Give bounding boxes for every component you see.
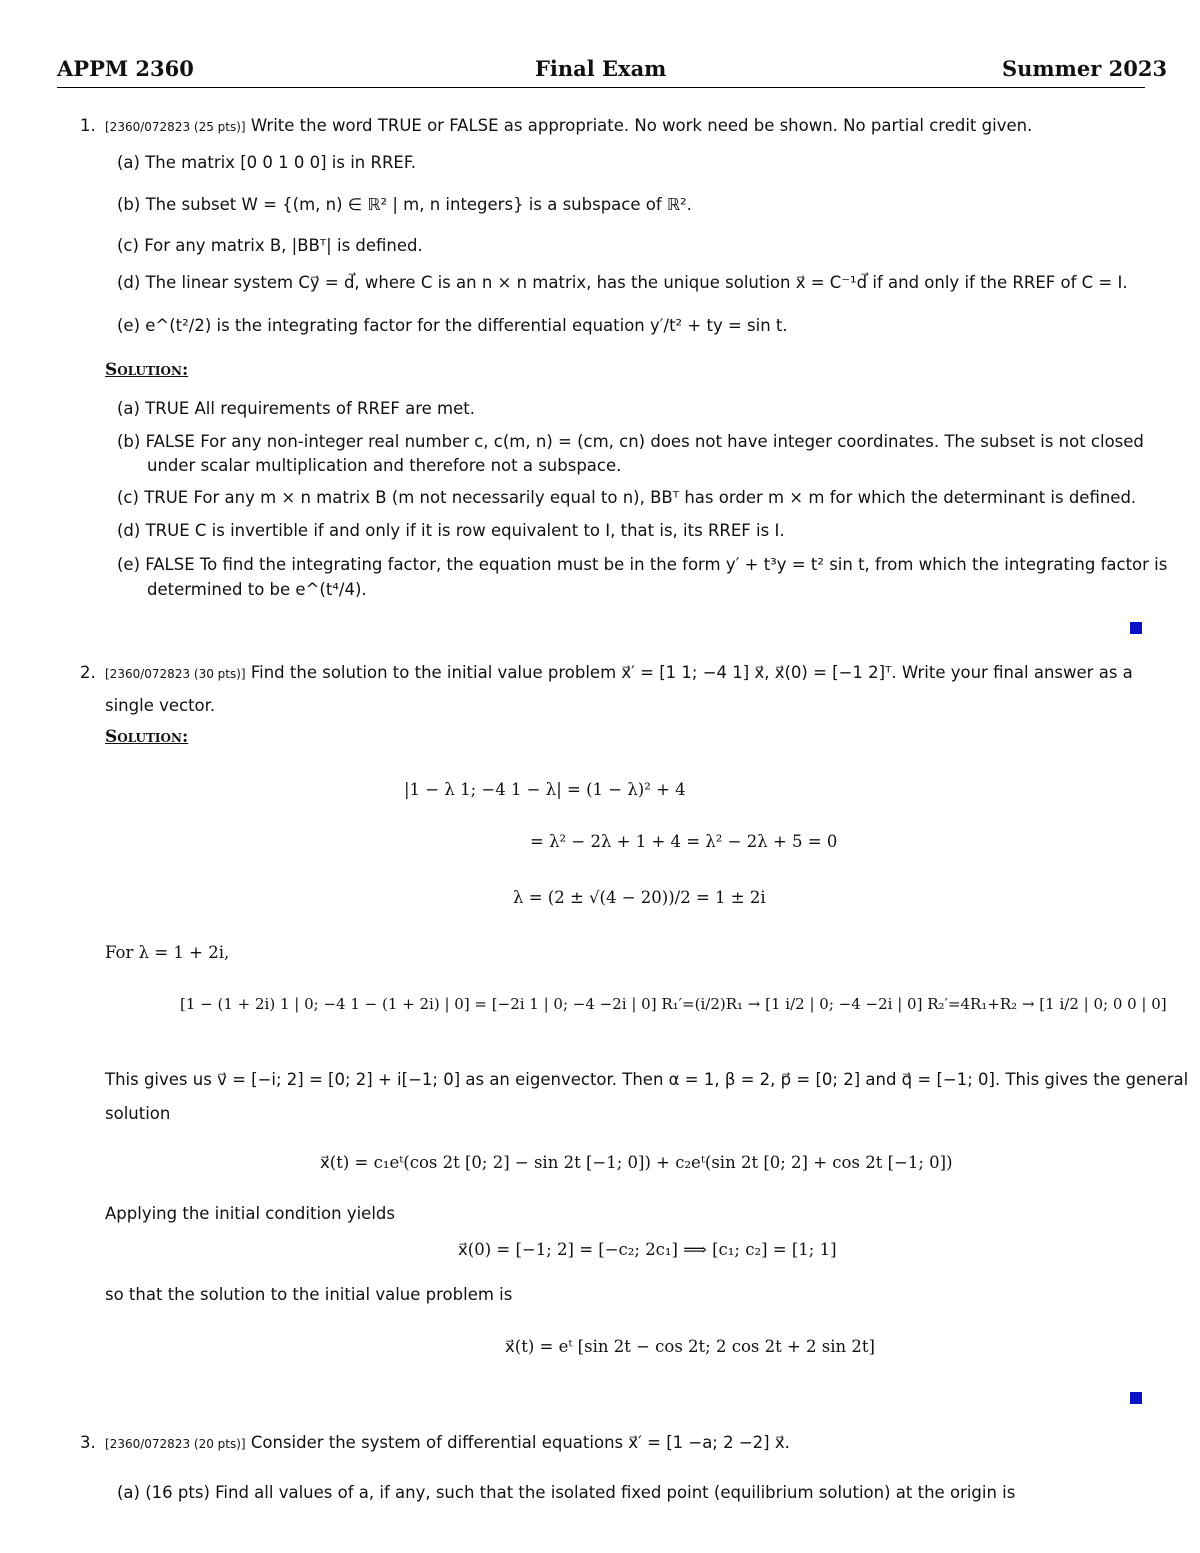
q2-initial-condition: x⃗(0) = [−1; 2] = [−c₂; 2c₁] ⟹ [c₁; c₂] = [1; 1] (458, 1240, 837, 1259)
q3-part-a: (a) (16 pts) Find all values of a, if any, such that the isolated fixed point (equilibrium solution) at the origin is (117, 1483, 1016, 1502)
q3-number: 3. (80, 1433, 96, 1452)
q2-prompt: Find the solution to the initial value problem x⃗′ = [1 1; −4 1] x⃗, x⃗(0) = [−1 2]ᵀ. Write your final answer as a (250, 663, 1133, 682)
q1-tag: [2360/072823 (25 pts)] (105, 120, 246, 134)
q2-for-lambda: For λ = 1 + 2i, (105, 943, 230, 962)
q3-tag: [2360/072823 (20 pts)] (105, 1437, 246, 1451)
q1-solution-a: (a) TRUE All requirements of RREF are met. (117, 399, 475, 418)
q2-tag: [2360/072823 (30 pts)] (105, 667, 246, 681)
q1-prompt: Write the word TRUE or FALSE as appropriate. No work need be shown. No partial credit given. (250, 116, 1033, 135)
exam-title: Final Exam (535, 56, 667, 81)
q1-part-a: (a) The matrix [0 0 1 0 0] is in RREF. (117, 153, 416, 172)
q2-eigenvalues: λ = (2 ± √(4 − 20))/2 = 1 ± 2i (513, 888, 766, 907)
q1-solution-c: (c) TRUE For any m × n matrix B (m not necessarily equal to n), BBᵀ has order m × m for which the determinant is defined. (117, 488, 1137, 507)
q3-prompt: Consider the system of differential equations x⃗′ = [1 −a; 2 −2] x⃗. (250, 1433, 790, 1452)
q1-part-e: (e) e^(t²/2) is the integrating factor for the differential equation y′/t² + ty = sin t. (117, 316, 788, 335)
q1-solution-b-cont: under scalar multiplication and therefore not a subspace. (147, 456, 622, 475)
q1-solution-d: (d) TRUE C is invertible if and only if it is row equivalent to I, that is, its RREF is I. (117, 521, 785, 540)
q1-statement (105, 116, 1032, 135)
q3-statement (105, 1433, 790, 1452)
q2-prompt-cont: single vector. (105, 696, 216, 715)
q1-end-marker (1130, 622, 1142, 634)
q2-end-marker (1130, 1392, 1142, 1404)
q2-statement (105, 663, 1133, 682)
q1-solution-e: (e) FALSE To find the integrating factor, the equation must be in the form y′ + t³y = t² sin t, from which the integrating factor is (117, 555, 1168, 574)
q1-part-c: (c) For any matrix B, |BBᵀ| is defined. (117, 236, 423, 255)
exam-term: Summer 2023 (1002, 56, 1168, 81)
q2-row-reduction: [1 − (1 + 2i) 1 | 0; −4 1 − (1 + 2i) | 0] = [−2i 1 | 0; −4 −2i | 0] R₁′=(i/2)R₁ → [1 i/2 | 0; −4 −2i | 0] R₂′=4R₁+R₂ → [1 i/2 | 0; 0 0 | 0] (180, 995, 1167, 1013)
header-rule (57, 87, 1145, 88)
q2-eigenvector-text-cont: solution (105, 1104, 171, 1123)
q2-quadratic: = λ² − 2λ + 1 + 4 = λ² − 2λ + 5 = 0 (530, 832, 838, 851)
course-code: APPM 2360 (57, 56, 194, 81)
q1-part-d: (d) The linear system Cy⃗ = d⃗, where C is an n × n matrix, has the unique solution x⃗ = C⁻¹d⃗ if and only if the RREF of C = I. (117, 273, 1128, 292)
q2-so-that: so that the solution to the initial value problem is (105, 1285, 513, 1304)
q2-char-poly: |1 − λ 1; −4 1 − λ| = (1 − λ)² + 4 (404, 780, 686, 799)
q2-applying-ic: Applying the initial condition yields (105, 1204, 395, 1223)
q2-number: 2. (80, 663, 96, 682)
q2-solution-label: Solution: (105, 727, 189, 747)
q2-general-solution: x⃗(t) = c₁eᵗ(cos 2t [0; 2] − sin 2t [−1; 0]) + c₂eᵗ(sin 2t [0; 2] + cos 2t [−1; 0]) (320, 1153, 953, 1172)
q1-solution-e-cont: determined to be e^(t⁴/4). (147, 580, 367, 599)
q1-solution-label: Solution: (105, 360, 189, 380)
q2-final-answer: x⃗(t) = eᵗ [sin 2t − cos 2t; 2 cos 2t + 2 sin 2t] (505, 1337, 875, 1356)
q2-eigenvector-text: This gives us v⃗ = [−i; 2] = [0; 2] + i[−1; 0] as an eigenvector. Then α = 1, β = 2, p⃗ = [0; 2] and q⃗ = [−1; 0]. This gives the general (105, 1070, 1189, 1089)
q1-part-b: (b) The subset W = {(m, n) ∈ ℝ² | m, n integers} is a subspace of ℝ². (117, 195, 692, 214)
q1-solution-b: (b) FALSE For any non-integer real number c, c(m, n) = (cm, cn) does not have integer coordinates. The subset is not closed (117, 432, 1144, 451)
q1-number: 1. (80, 116, 96, 135)
